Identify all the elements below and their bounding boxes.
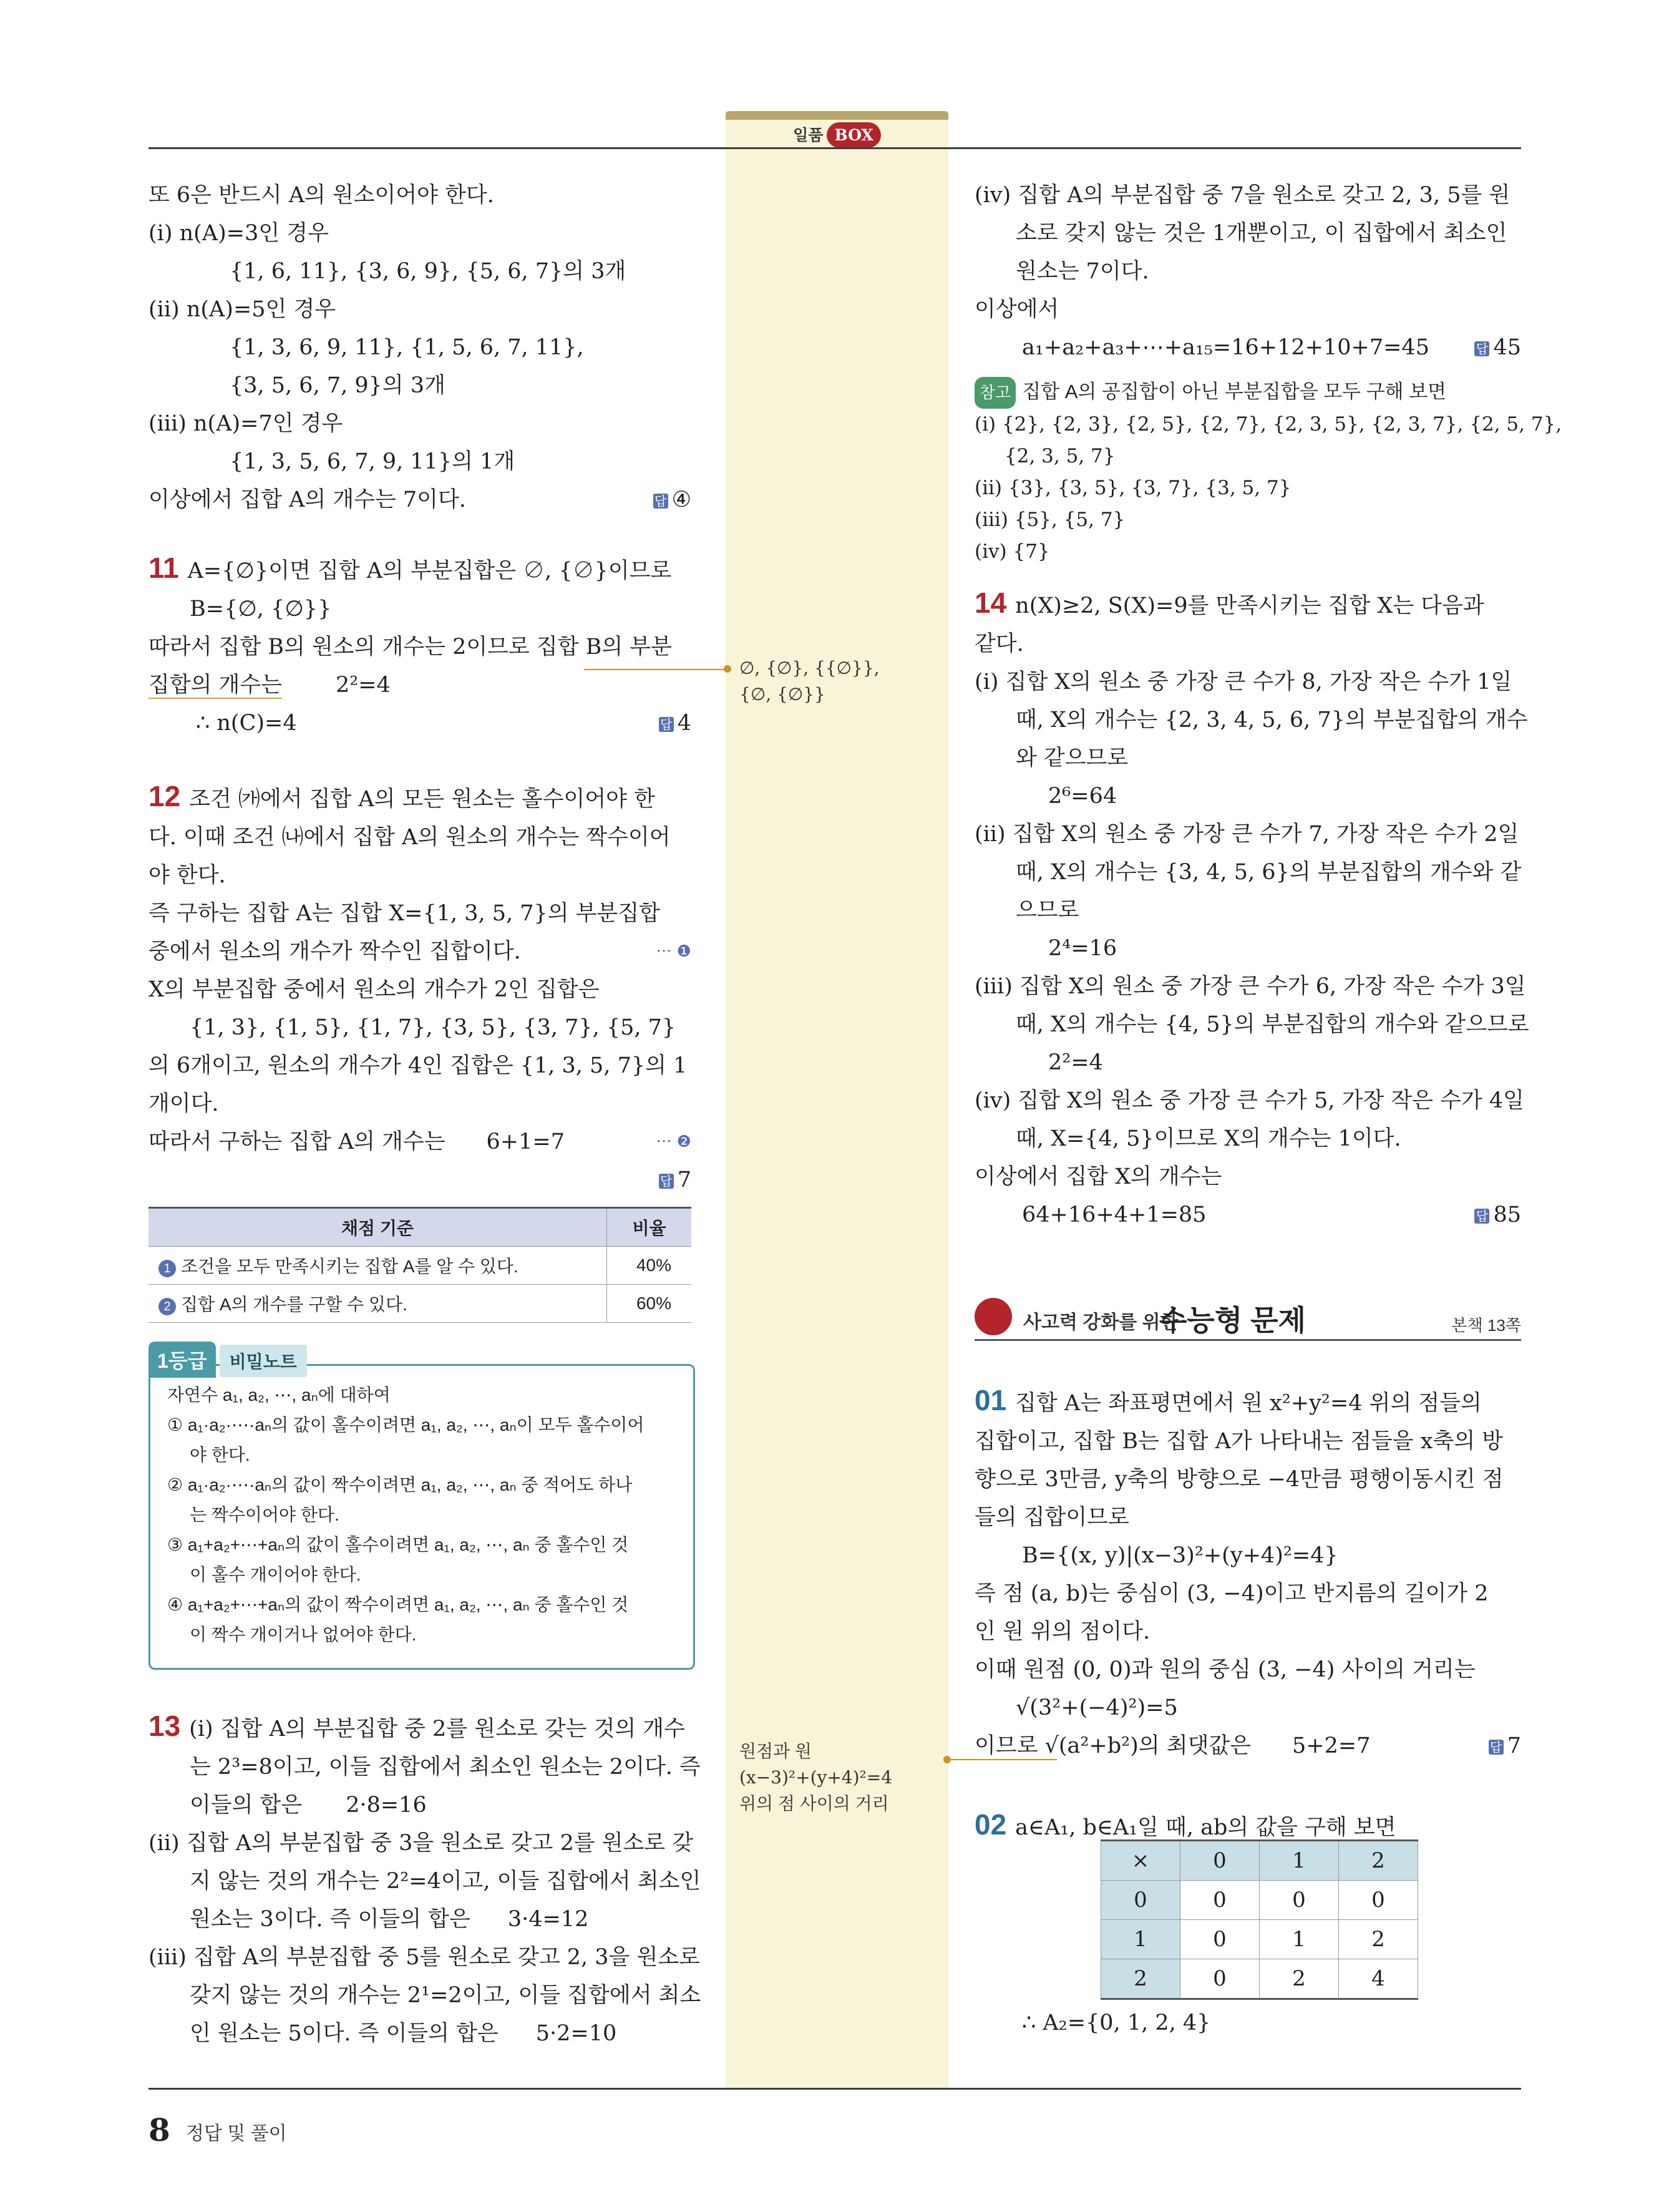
text-line <box>975 584 1521 625</box>
text-span: 조건 ㈎에서 집합 A의 모든 원소는 홀수이어야 한 <box>189 787 655 812</box>
reference-tag: 참고 <box>975 377 1016 409</box>
text-line: 집합이고, 집합 B는 집합 A가 나타내는 점들을 x축의 방 <box>975 1429 1504 1454</box>
text-span: 3·4=12 <box>507 1907 589 1932</box>
table-cell: 2 <box>1339 1841 1418 1881</box>
text-line: 이때 원점 (0, 0)과 원의 중심 (3, −4) 사이의 거리는 <box>975 1657 1476 1682</box>
question-number: 14 <box>975 587 1007 619</box>
note-line: ② a₁·a₂·⋯·aₙ의 값이 짝수이려면 a₁, a₂, ⋯, aₙ 중 적어도 하나 <box>167 1475 633 1494</box>
text-span: 중에서 원소의 개수가 짝수인 집합이다. <box>148 939 521 964</box>
table-cell: 40% <box>607 1247 692 1285</box>
table-cell: 0 <box>1260 1881 1339 1920</box>
note-line: ③ a₁+a₂+⋯+aₙ의 값이 홀수이려면 a₁, a₂, ⋯, aₙ 중 홀수인 것 <box>167 1535 629 1554</box>
text-line: 때, X={4, 5}이므로 X의 개수는 1이다. <box>1016 1126 1401 1151</box>
note-line: 이 짝수 개이거나 없어야 한다. <box>190 1625 417 1644</box>
text-line: X의 부분집합 중에서 원소의 개수가 2인 집합은 <box>148 977 600 1002</box>
text-line <box>148 1707 691 1748</box>
answer <box>1489 1727 1521 1765</box>
text-line: (ⅲ) {5}, {5, 7} <box>975 509 1126 531</box>
section-banner <box>975 1294 1521 1341</box>
page-number: 8 <box>148 2112 170 2148</box>
answer-icon: 답 <box>653 494 668 509</box>
answer-value: 45 <box>1493 335 1521 360</box>
answer <box>1474 329 1521 367</box>
note-line: 자연수 a₁, a₂, ⋯, aₙ에 대하여 <box>167 1385 391 1405</box>
table-cell: 60% <box>607 1285 692 1323</box>
table-cell: 0 <box>1339 1881 1418 1920</box>
criterion-text: 조건을 모두 만족시키는 집합 A를 알 수 있다. <box>181 1257 518 1276</box>
answer-value: 4 <box>677 711 691 736</box>
text-line: 2⁶=64 <box>1048 784 1117 809</box>
right-top <box>975 177 1521 367</box>
question-s02-result <box>1022 2004 1459 2042</box>
table-row <box>1101 1841 1418 1881</box>
text-line: 같다. <box>975 631 1024 656</box>
side-line: ∅, {∅}, {{∅}}, <box>739 658 880 678</box>
side-line: 위의 점 사이의 거리 <box>739 1794 889 1813</box>
answer <box>653 481 691 519</box>
table-cell: 0 <box>1180 1920 1260 1959</box>
table-cell: 2 <box>1101 1959 1180 1999</box>
leader-dot <box>724 665 731 673</box>
question-number: 11 <box>148 552 179 584</box>
text-line: 또 6은 반드시 A의 원소이어야 한다. <box>148 183 494 208</box>
table-cell: 0 <box>1180 1959 1260 1999</box>
side-line: {∅, {∅}} <box>739 684 825 704</box>
text-line: 의 6개이고, 원소의 개수가 4인 집합은 {1, 3, 5, 7}의 1 <box>148 1053 688 1078</box>
reference-note <box>975 376 1562 568</box>
box-badge: BOX <box>827 122 880 148</box>
text-line: (ⅰ) n(A)=3인 경우 <box>148 221 329 246</box>
answer <box>659 1161 691 1199</box>
text-span: 집합 A의 공집합이 아닌 부분집합을 모두 구해 보면 <box>1022 381 1447 402</box>
note-grade: 1등급 <box>148 1342 216 1378</box>
text-line <box>975 1727 1521 1765</box>
text-line: 지 않는 것의 개수는 2²=4이고, 이들 집합에서 최소인 <box>190 1869 701 1894</box>
table-cell <box>148 1285 607 1323</box>
banner-reference: 본책 13쪽 <box>1451 1316 1521 1335</box>
text-span: A={∅}이면 집합 A의 부분집합은 ∅, {∅}이므로 <box>187 558 672 583</box>
text-line: 와 같으므로 <box>1016 746 1129 771</box>
text-line: 2⁴=16 <box>1048 936 1117 961</box>
text-line <box>975 1381 1521 1423</box>
criterion-text: 집합 A의 개수를 구할 수 있다. <box>181 1295 407 1314</box>
text-line: 야 한다. <box>148 863 226 888</box>
page-label: 정답 및 풀이 <box>186 2123 287 2144</box>
note-line: ① a₁·a₂·⋯·aₙ의 값이 홀수이려면 a₁, a₂, ⋯, aₙ이 모두 홀수이어 <box>167 1415 645 1435</box>
text-line: {1, 6, 11}, {3, 6, 9}, {5, 6, 7}의 3개 <box>230 259 626 284</box>
step-badge: 1 <box>158 1260 176 1277</box>
table-cell: 1 <box>1260 1920 1339 1959</box>
text-line: 원소는 7이다. <box>1016 259 1149 284</box>
text-line <box>975 329 1521 367</box>
text-span: 2²=4 <box>336 673 391 698</box>
text-line: 따라서 집합 B의 원소의 개수는 2이므로 집합 B의 부분 <box>148 635 672 660</box>
header-rule <box>148 147 1521 149</box>
table-cell: 0 <box>1101 1881 1180 1920</box>
question-number: 12 <box>148 780 181 812</box>
text-line: (ⅰ) 집합 X의 원소 중 가장 큰 수가 8, 가장 작은 수가 1일 <box>975 670 1512 694</box>
text-span: a∈A₁, b∈A₁일 때, ab의 값을 구해 보면 <box>1015 1815 1396 1840</box>
text-line: 때, X의 개수는 {2, 3, 4, 5, 6, 7}의 부분집합의 개수 <box>1016 708 1528 733</box>
text-line: (ⅱ) 집합 A의 부분집합 중 3을 원소로 갖고 2를 원소로 갖 <box>148 1831 694 1856</box>
answer-icon: 답 <box>659 1174 674 1189</box>
text-line: √(3²+(−4)²)=5 <box>1016 1695 1178 1720</box>
text-line: 때, X의 개수는 {3, 4, 5, 6}의 부분집합의 개수와 같 <box>1016 860 1522 885</box>
text-line: (ⅳ) 집합 X의 원소 중 가장 큰 수가 5, 가장 작은 수가 4일 <box>975 1088 1524 1113</box>
question-number: 01 <box>975 1384 1007 1416</box>
footer-rule <box>148 2088 1521 2090</box>
text-span: 이므로 √(a²+b²)의 최댓값은 <box>975 1733 1252 1758</box>
text-span: 인 원소는 5이다. 즉 이들의 합은 <box>190 2021 499 2046</box>
text-line: 다. 이때 조건 ㈏에서 집합 A의 원소의 개수는 짝수이어 <box>148 825 671 850</box>
answer-icon: 답 <box>1474 1209 1489 1224</box>
text-span: 5·2=10 <box>535 2021 617 2046</box>
text-span: 5+2=7 <box>1292 1733 1371 1758</box>
answer-value: 7 <box>1507 1733 1521 1758</box>
text-line: 들의 집합이므로 <box>975 1505 1129 1530</box>
table-cell: 1 <box>1260 1841 1339 1881</box>
side-note-1 <box>739 655 880 708</box>
text-line: 때, X의 개수는 {4, 5}의 부분집합의 개수와 같으므로 <box>1016 1012 1529 1037</box>
text-span: 이상에서 집합 A의 개수는 7이다. <box>148 487 466 512</box>
step-badge: 2 <box>158 1298 176 1315</box>
text-line: (ⅱ) {3}, {3, 5}, {3, 7}, {3, 5, 7} <box>975 477 1292 499</box>
answer <box>659 704 691 743</box>
table-row <box>1101 1920 1418 1959</box>
table-header: 채점 기준 <box>148 1208 607 1247</box>
text-line: 소로 갖지 않는 것은 1개뿐이고, 이 집합에서 최소인 <box>1016 221 1507 246</box>
text-line: (ⅰ) {2}, {2, 3}, {2, 5}, {2, 7}, {2, 3, 5}, {2, 3, 7}, {2, 5, 7}, <box>975 413 1562 436</box>
table-cell: 4 <box>1339 1959 1418 1999</box>
text-span: 따라서 구하는 집합 A의 개수는 <box>148 1129 445 1154</box>
table-cell: 0 <box>1180 1841 1260 1881</box>
header-tab-label: 일품 BOX <box>726 122 948 148</box>
text-line <box>148 777 691 819</box>
text-line <box>148 549 691 590</box>
side-line: (x−3)²+(y+4)²=4 <box>739 1767 893 1788</box>
text-line <box>148 2015 691 2053</box>
leader-dot <box>943 1756 951 1763</box>
side-line: 원점과 원 <box>739 1742 812 1761</box>
text-line <box>148 933 691 971</box>
text-line: {2, 3, 5, 7} <box>1005 445 1116 467</box>
table-cell <box>148 1247 607 1285</box>
text-line: (ⅱ) n(A)=5인 경우 <box>148 297 336 322</box>
text-line: 2²=4 <box>1048 1050 1103 1075</box>
text-span: (ⅰ) 집합 A의 부분집합 중 2를 원소로 갖는 것의 개수 <box>189 1717 685 1742</box>
text-line: {1, 3, 5, 6, 7, 9, 11}의 1개 <box>230 449 515 474</box>
text-line: B={(x, y)|(x−3)²+(y+4)²=4} <box>1022 1543 1338 1568</box>
text-span: a₁+a₂+a₃+⋯+a₁₅=16+12+10+7=45 <box>1022 335 1429 360</box>
text-span: ∴ n(C)=4 <box>196 711 297 736</box>
text-line: (ⅲ) 집합 X의 원소 중 가장 큰 수가 6, 가장 작은 수가 3일 <box>975 974 1526 999</box>
answer-icon: 답 <box>1489 1740 1504 1755</box>
note-line: 야 한다. <box>190 1445 250 1464</box>
text-span: 6+1=7 <box>486 1129 565 1154</box>
table-cell: 2 <box>1260 1959 1339 1999</box>
text-line: {1, 3, 6, 9, 11}, {1, 5, 6, 7, 11}, <box>230 335 584 360</box>
note-line: ④ a₁+a₂+⋯+aₙ의 값이 짝수이려면 a₁, a₂, ⋯, aₙ 중 홀수인 것 <box>167 1595 629 1614</box>
text-line: 개이다. <box>148 1091 219 1116</box>
leader-line <box>584 669 724 670</box>
text-line <box>148 481 691 519</box>
text-line: 으므로 <box>1016 898 1079 923</box>
question-12 <box>148 777 691 1199</box>
table-cell: × <box>1101 1841 1180 1881</box>
table-row <box>1101 1881 1418 1920</box>
table-header-row <box>148 1208 691 1247</box>
text-line <box>148 1901 691 1939</box>
table-header: 비율 <box>607 1208 692 1247</box>
text-span: 원소는 3이다. 즉 이들의 합은 <box>190 1907 470 1932</box>
text-line: 갖지 않는 것의 개수는 2¹=2이고, 이들 집합에서 최소 <box>190 1983 701 2008</box>
banner-subtitle: 사고력 강화를 위한 <box>1023 1312 1179 1333</box>
text-line: 이상에서 집합 X의 개수는 <box>975 1164 1222 1189</box>
note-line: 이 홀수 개이어야 한다. <box>190 1565 361 1584</box>
text-span: 64+16+4+1=85 <box>1022 1202 1207 1227</box>
question-13 <box>148 1707 701 2053</box>
underlined-text: 집합의 개수는 <box>148 673 282 698</box>
question-s01 <box>975 1381 1521 1765</box>
step-marker: ··· ❷ <box>656 1133 691 1151</box>
text-line: (ⅲ) n(A)=7인 경우 <box>148 411 343 436</box>
text-line: 인 원 위의 점이다. <box>975 1619 1151 1644</box>
answer-icon: 답 <box>659 717 674 732</box>
table-row <box>148 1285 691 1323</box>
text-line: B={∅, {∅}} <box>190 597 332 621</box>
text-span: 이들의 합은 <box>190 1793 303 1818</box>
table-cell: 1 <box>1101 1920 1180 1959</box>
text-line: (ⅳ) {7} <box>975 540 1050 563</box>
target-icon <box>975 1298 1012 1335</box>
answer-value: 7 <box>677 1167 691 1192</box>
banner-title: 수능형 문제 <box>1159 1304 1306 1337</box>
table-cell: 2 <box>1339 1920 1418 1959</box>
table-cell: 0 <box>1180 1881 1260 1920</box>
side-note-2 <box>739 1738 892 1817</box>
text-span: 집합 A는 좌표평면에서 원 x²+y²=4 위의 점들의 <box>1015 1391 1482 1416</box>
table-row <box>148 1247 691 1285</box>
text-line <box>148 1786 691 1825</box>
answer <box>1474 1196 1521 1234</box>
text-line: 는 2³=8이고, 이들 집합에서 최소인 원소는 2이다. 즉 <box>190 1755 701 1780</box>
multiplication-table <box>1101 1839 1418 2000</box>
text-span: n(X)≥2, S(X)=9를 만족시키는 집합 X는 다음과 <box>1015 593 1484 618</box>
table-row <box>1101 1959 1418 1999</box>
text-line <box>148 1161 691 1199</box>
note-tag <box>148 1342 307 1378</box>
text-line: (ⅳ) 집합 A의 부분집합 중 7을 원소로 갖고 2, 3, 5를 원 <box>975 183 1511 208</box>
answer-value: ④ <box>671 487 691 512</box>
note-body <box>167 1380 645 1650</box>
answer-icon: 답 <box>1474 341 1489 356</box>
left-column <box>148 177 691 519</box>
text-line: 이상에서 <box>975 297 1059 322</box>
question-14 <box>975 584 1529 1234</box>
question-11 <box>148 549 691 743</box>
text-line: 향으로 3만큼, y축의 방향으로 −4만큼 평행이동시킨 점 <box>975 1467 1504 1492</box>
text-line: ∴ A₂={0, 1, 2, 4} <box>1022 2010 1211 2035</box>
text-line <box>975 1196 1521 1234</box>
text-line <box>148 666 691 704</box>
text-line: {3, 5, 6, 7, 9}의 3개 <box>230 373 445 398</box>
question-number: 13 <box>148 1710 181 1742</box>
scoring-table <box>148 1207 691 1323</box>
text-line: {1, 3}, {1, 5}, {1, 7}, {3, 5}, {3, 7}, {5, 7} <box>190 1015 676 1040</box>
step-marker: ··· ❶ <box>656 942 691 961</box>
note-line: 는 짝수이어야 한다. <box>190 1505 339 1524</box>
text-line: 즉 구하는 집합 A는 집합 X={1, 3, 5, 7}의 부분집합 <box>148 901 660 926</box>
text-line: 즉 점 (a, b)는 중심이 (3, −4)이고 반지름의 길이가 2 <box>975 1581 1489 1606</box>
text-line: (ⅱ) 집합 X의 원소 중 가장 큰 수가 7, 가장 작은 수가 2일 <box>975 822 1519 847</box>
text-line <box>148 1123 691 1161</box>
answer-value: 85 <box>1493 1202 1521 1227</box>
question-number: 02 <box>975 1808 1007 1841</box>
text-line <box>148 704 691 743</box>
text-line: (ⅲ) 집합 A의 부분집합 중 5를 원소로 갖고 2, 3을 원소로 <box>148 1945 700 1970</box>
text-line <box>975 376 1521 409</box>
header-tab <box>726 111 948 120</box>
note-title: 비밀노트 <box>220 1345 307 1377</box>
text-span: 2·8=16 <box>346 1793 427 1818</box>
